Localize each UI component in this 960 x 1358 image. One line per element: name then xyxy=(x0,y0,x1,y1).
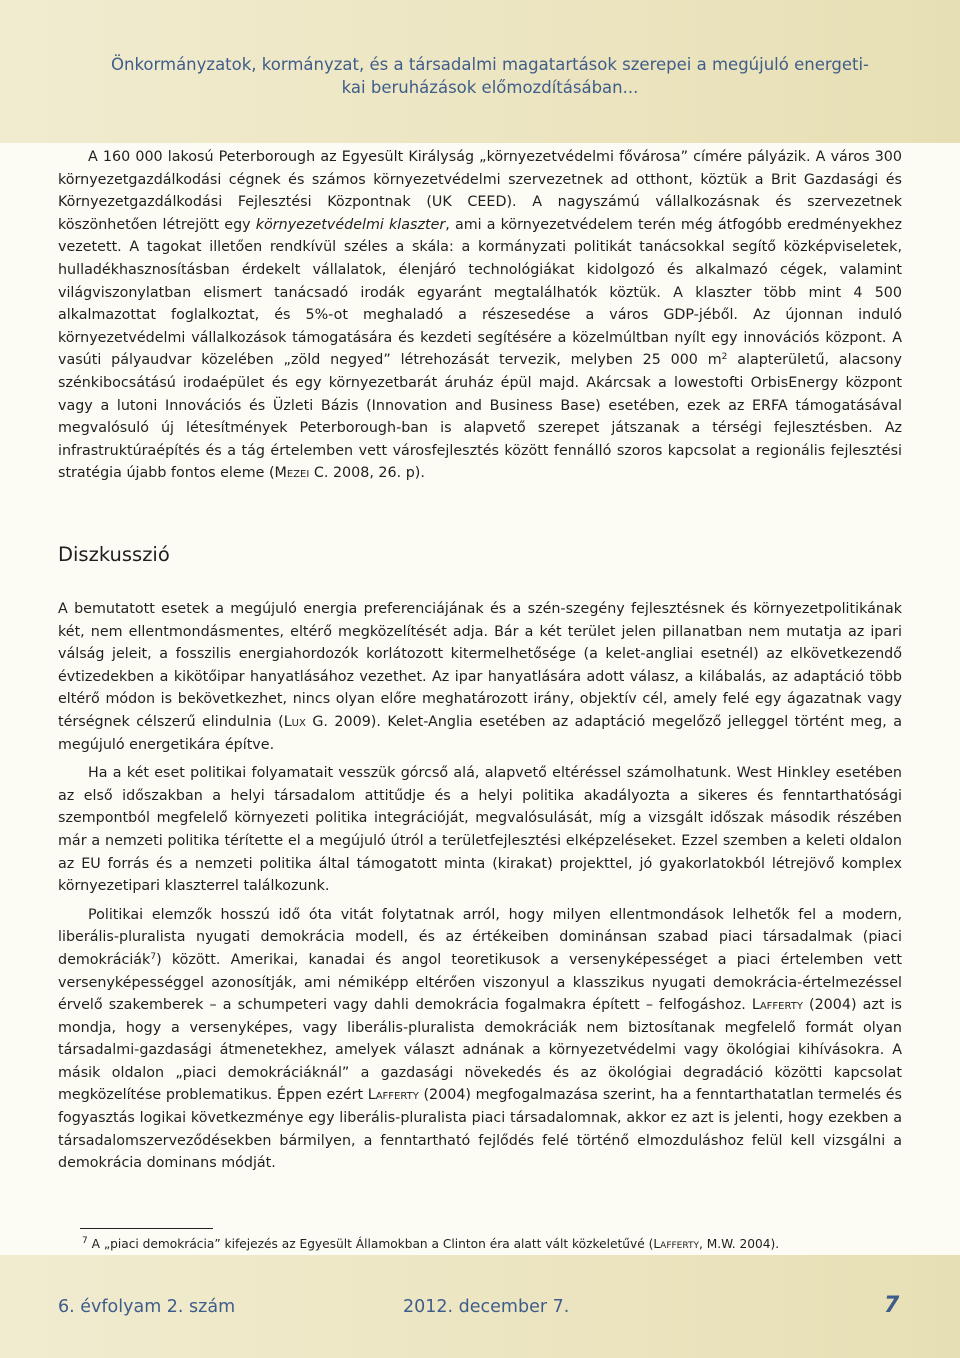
footnote-mark: 7 xyxy=(82,1236,88,1246)
footnote-reference: 7 xyxy=(150,951,157,962)
intro-block xyxy=(58,146,902,485)
page-number: 7 xyxy=(884,1293,900,1318)
citation-author: Mezei xyxy=(274,465,310,482)
footnote: $^7$ A „piaci demokrácia” kifejezés az Egyesült Államokban a Clinton éra alatt vált közkeletűvé (Lafferty, M.W. 2004). xyxy=(82,1236,780,1251)
citation-author: Lafferty xyxy=(653,1237,699,1251)
footer-volume: 6. évfolyam 2. szám xyxy=(58,1297,236,1317)
discussion-paragraph-3: Politikai elemzők hosszú idő óta vitát folytatnak arról, hogy milyen ellentmondások lelhetők fel a modern, liberális-pluralista nyugati demokrácia modell, és az értékeiben dominánsan szabad piaci társadalmak (piaci demokráciák$^7$) között. Amerikai, kanadai és angol teoretikusok a versenyképességet a piaci értelemben vett versenyképességgel azonosítják, ami némiképp eltérően viszonyul a klasszikus nyugati demokrácia-értelmezéssel érvelő szakemberek – a schumpeteri vagy dahli demokrácia fogalmakra épített – felfogáshoz. Lafferty (2004) azt is mondja, hogy a versenyképes, vagy liberális-pluralista demokráciák nem biztosítanak megfelelő formát olyan társadalmi-gazdasági átmenetekhez, amelyek választ adnának a környezetvédelmi vagy ökológiai kihívásokra. A másik oldalon „piaci demokráciáknál” a gazdasági növekedés és az ökológiai degradáció közötti kapcsolat megközelítése problematikus. Éppen ezért Lafferty (2004) megfogalmazása szerint, ha a fenntarthatatlan termelés és fogyasztás logikai következménye egy liberális-pluralista piaci társadalomnak, akkor ez azt is jelenti, hogy ezekben a társadalomszerveződésekben bármilyen, a fenntartható fejlődés felé történő elmozduláshoz felül kell vizsgálni a demokrácia dominans módját. xyxy=(58,906,902,1172)
footer-date: 2012. december 7. xyxy=(403,1297,570,1317)
citation-author: Lux xyxy=(283,713,306,730)
discussion-paragraph-2: Ha a két eset politikai folyamatait vesszük górcső alá, alapvető eltéréssel számolhatunk. West Hinkley esetében az első időszakban a helyi társadalom attitűdje és a helyi politika akadályozta a sikeres és fenntarthatósági szempontból megfelelő környezeti politika integrációját, megvalósulását, míg a vizsgált időszak második részében már a nemzeti politika térítette el a megújuló útról a területfejlesztési elképzeléseket. Ezzel szemben a keleti oldalon az EU forrás és a nemzeti politika által támogatott minta (kirakat) projekttel, jó gyakorlatokból létrejövő komplex környezetipari klaszterrel találkozunk. xyxy=(58,765,902,895)
citation-author: Lafferty xyxy=(751,997,803,1014)
running-header-title xyxy=(40,53,940,99)
running-header-line-1: Önkormányzatok, kormányzat, és a társadalmi magatartások szerepei a megújuló energeti- xyxy=(111,55,869,74)
superscript-2: 2 xyxy=(721,352,728,363)
emphasis-cluster: környezetvédelmi klaszter xyxy=(255,216,446,233)
citation-author: Lafferty xyxy=(367,1087,419,1104)
intro-paragraph: A 160 000 lakosú Peterborough az Egyesült Királyság „környezetvédelmi fővárosa” címére pályázik. A város 300 környezetgazdálkodási cégnek és számos környezetvédelmi szervezetnek ad otthont, köztük a Brit Gazdasági és Környezetgazdálkodási Fejlesztési Központnak (UK CEED). A nagyszámú vállalkozásnak és szervezetnek köszönhetően létrejött egy környezetvédelmi klaszter, ami a környezetvédelem terén még átfogóbb eredményekhez vezetett. A tagokat illetően rendkívül széles a skála: a kormányzati politikát tanácsokkal segítő közképviseletek, hulladékhasznosításban érdekelt vállalatok, élenjáró technológiákat kidolgozó és alkalmazó cégek, valamint világviszonylatban elismert tanácsadó irodák egyaránt megtalálhatók köztük. A klaszter több mint 4 500 alkalmazottat foglalkoztat, és 5%-ot meghaladó a részesedése a város GDP-jéből. Az újonnan induló környezetvédelmi vállalkozások támogatására és kezdeti segítésére a közelmúltban nyílt egy innovációs központ. A vasúti pályaudvar közelében „zöld negyed” létrehozását tervezik, melyben 25 000 $m^2$ alapterületű, alacsony szénkibocsátású irodaépület és egy környezetbarát áruház épül majd. Akárcsak a lowestofti OrbisEnergy központ vagy a lutoni Innovációs és Üzleti Bázis (Innovation and Business Base) esetében, ezek az ERFA támogatásával megvalósuló új létesítmények Peterborough-ban is alapvető szerepet játszanak a térségi fejlesztésben. Az infrastruktúraépítés és a tág értelemben vett városfejlesztés között fennálló szoros kapcsolat a regionális fejlesztési stratégia újabb fontos eleme (Mezei C. 2008, 26. p). xyxy=(58,149,903,482)
discussion-paragraph-1: A bemutatott esetek a megújuló energia preferenciájának és a szén-szegény fejlesztésnek és környezetpolitikának két, nem ellentmondásmentes, eltérő megközelítését adja. Bár a két terület jelen pillanatban nem mutatja az ipari válság jeleit, a fosszilis energiahordozók korlátozott kitermelhetősége (a kelet-angliai esetnél) az elkövetkezendő évtizedekben a kikötőipar hanyatlásához vezethet. Az ipar hanyatlására adott válasz, a kilábalás, az adaptáció több eltérő módon is bekövetkezhet, nincs olyan előre meghatározott irány, objektív cél, amely felé egy ágazatnak vagy térségnek célszerű elindulnia (Lux G. 2009). Kelet-Anglia esetében az adaptáció megelőző jelleggel történt meg, a megújuló energetikára építve. xyxy=(58,601,902,753)
running-header-line-2: kai beruházások előmozdításában... xyxy=(341,78,639,97)
section-heading: Diszkusszió xyxy=(58,543,170,566)
footnote-divider xyxy=(80,1228,213,1229)
discussion-block xyxy=(58,598,902,1175)
